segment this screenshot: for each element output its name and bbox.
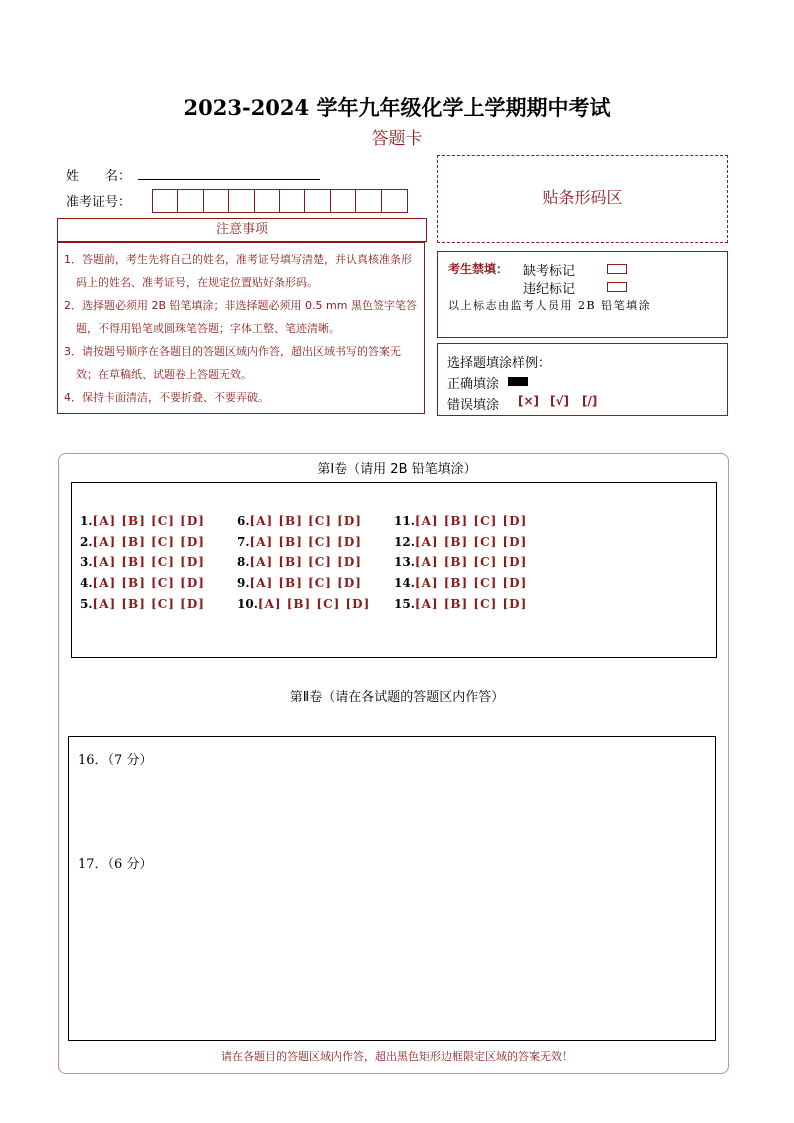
- exam-ban-box: [437, 251, 728, 338]
- free-answer-box[interactable]: [68, 736, 716, 1041]
- question-row[interactable]: 1.[A] [B] [C] [D]: [80, 514, 205, 528]
- id-digit-box[interactable]: [204, 190, 229, 212]
- part2-title: 第Ⅱ卷（请在各试题的答题区内作答）: [289, 690, 505, 705]
- id-digit-box[interactable]: [331, 190, 356, 212]
- question-row[interactable]: 6.[A] [B] [C] [D]: [237, 514, 362, 528]
- absent-mark-box[interactable]: [607, 264, 627, 274]
- notice-item: 1．答题前，考生先将自己的姓名，准考证号填写清楚，并认真核准条形码上的姓名、准考证号，在规定位置贴好条形码。: [64, 253, 412, 289]
- option-bubbles[interactable]: [A] [B] [C] [D]: [414, 576, 528, 590]
- exam-ban-title: 考生禁填：: [448, 262, 509, 276]
- question-row[interactable]: 4.[A] [B] [C] [D]: [80, 576, 205, 590]
- name-field[interactable]: [138, 179, 320, 180]
- option-bubbles[interactable]: [A] [B] [C] [D]: [249, 576, 362, 590]
- page-subtitle: 答题卡: [371, 129, 423, 149]
- question-row[interactable]: 5.[A] [B] [C] [D]: [80, 597, 205, 611]
- question-row[interactable]: 7.[A] [B] [C] [D]: [237, 535, 362, 549]
- id-digit-box[interactable]: [382, 190, 407, 212]
- question-row[interactable]: 11.[A] [B] [C] [D]: [394, 514, 528, 528]
- id-label: 准考证号：: [66, 195, 132, 210]
- option-bubbles[interactable]: [A] [B] [C] [D]: [92, 576, 205, 590]
- barcode-area: 贴条形码区: [437, 155, 728, 243]
- question-row[interactable]: 8.[A] [B] [C] [D]: [237, 555, 362, 569]
- question-row[interactable]: 3.[A] [B] [C] [D]: [80, 555, 205, 569]
- fill-sample-title: 选择题填涂样例：: [447, 356, 552, 371]
- wrong-fill-mark: [/]: [582, 394, 598, 408]
- correct-fill-label: 正确填涂: [447, 377, 500, 392]
- option-bubbles[interactable]: [A] [B] [C] [D]: [249, 535, 362, 549]
- part1-title: 第Ⅰ卷（请用 2B 铅笔填涂）: [317, 462, 477, 477]
- option-bubbles[interactable]: [A] [B] [C] [D]: [92, 555, 205, 569]
- correct-fill-mark: [508, 377, 528, 386]
- question-row[interactable]: 9.[A] [B] [C] [D]: [237, 576, 362, 590]
- answer-item-16: 16．（7 分）: [78, 753, 153, 768]
- answer-item-17: 17．（6 分）: [78, 857, 153, 872]
- option-bubbles[interactable]: [A] [B] [C] [D]: [414, 597, 528, 611]
- id-digit-box[interactable]: [280, 190, 305, 212]
- option-bubbles[interactable]: [A] [B] [C] [D]: [414, 535, 528, 549]
- name-label: 姓 名：: [66, 169, 132, 184]
- footer-note: 请在各题目的答题区域内作答，超出黑色矩形边框限定区域的答案无效！: [221, 1050, 573, 1063]
- id-digit-box[interactable]: [153, 190, 178, 212]
- question-row[interactable]: 14.[A] [B] [C] [D]: [394, 576, 528, 590]
- violation-label: 违纪标记: [523, 282, 576, 297]
- choice-answer-box: [71, 482, 717, 658]
- question-row[interactable]: 10.[A] [B] [C] [D]: [237, 597, 371, 611]
- id-digit-box[interactable]: [229, 190, 254, 212]
- option-bubbles[interactable]: [A] [B] [C] [D]: [257, 597, 371, 611]
- question-row[interactable]: 15.[A] [B] [C] [D]: [394, 597, 528, 611]
- notice-item: 2．选择题必须用 2B 铅笔填涂；非选择题必须用 0.5 mm 黑色签字笔答题，不得用铅笔或圆珠笔答题；字体工整、笔迹清晰。: [64, 299, 417, 335]
- id-number-boxes[interactable]: [152, 189, 408, 213]
- option-bubbles[interactable]: [A] [B] [C] [D]: [414, 514, 528, 528]
- option-bubbles[interactable]: [A] [B] [C] [D]: [92, 597, 205, 611]
- option-bubbles[interactable]: [A] [B] [C] [D]: [92, 535, 205, 549]
- id-digit-box[interactable]: [305, 190, 330, 212]
- notice-heading: 注意事项: [57, 218, 427, 242]
- exam-ban-note: 以上标志由监考人员用 2B 铅笔填涂: [448, 299, 652, 312]
- notice-item: 3．请按题号顺序在各题目的答题区域内作答，超出区域书写的答案无效；在草稿纸、试题卷上答题无效。: [64, 345, 401, 381]
- option-bubbles[interactable]: [A] [B] [C] [D]: [249, 555, 362, 569]
- question-row[interactable]: 13.[A] [B] [C] [D]: [394, 555, 528, 569]
- fill-sample-box: [437, 343, 728, 416]
- id-digit-box[interactable]: [356, 190, 381, 212]
- violation-mark-box[interactable]: [607, 282, 627, 292]
- wrong-fill-mark: [×]: [518, 394, 540, 408]
- option-bubbles[interactable]: [A] [B] [C] [D]: [414, 555, 528, 569]
- page-title: 2023-2024 学年九年级化学上学期期中考试: [183, 95, 611, 120]
- question-row[interactable]: 2.[A] [B] [C] [D]: [80, 535, 205, 549]
- id-digit-box[interactable]: [255, 190, 280, 212]
- notice-body: [57, 242, 425, 414]
- wrong-fill-label: 错误填涂: [447, 398, 500, 413]
- question-row[interactable]: 12.[A] [B] [C] [D]: [394, 535, 528, 549]
- wrong-fill-mark: [√]: [550, 394, 569, 408]
- option-bubbles[interactable]: [A] [B] [C] [D]: [249, 514, 362, 528]
- notice-item: 4．保持卡面清洁，不要折叠、不要弄破。: [64, 391, 269, 404]
- id-digit-box[interactable]: [178, 190, 203, 212]
- absent-label: 缺考标记: [523, 264, 576, 279]
- option-bubbles[interactable]: [A] [B] [C] [D]: [92, 514, 205, 528]
